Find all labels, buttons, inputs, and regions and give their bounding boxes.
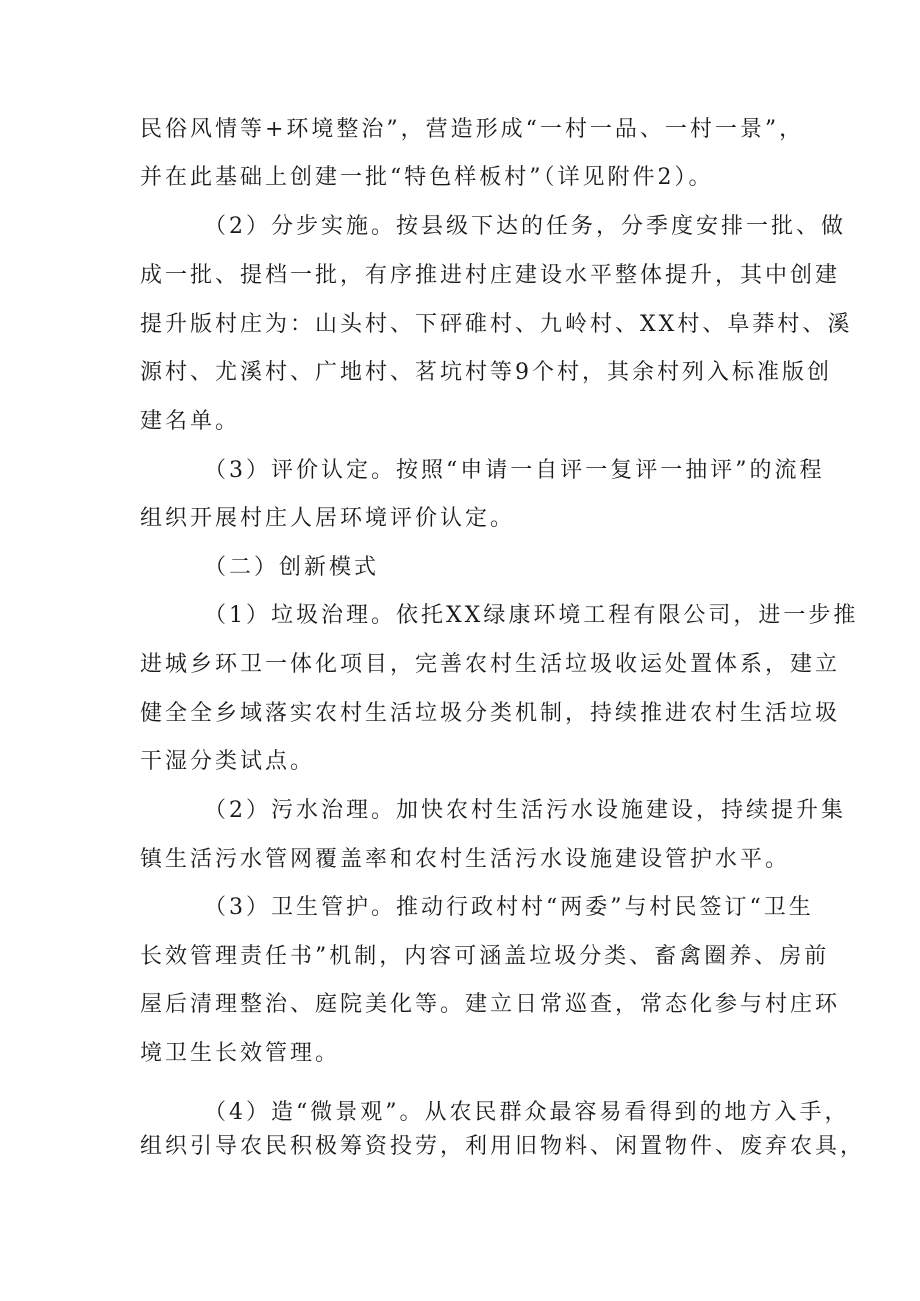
text-line: 提升版村庄为：山头村、下砰碓村、九岭村、XX村、阜莽村、溪 [140, 312, 853, 337]
text-line: 干湿分类试点。 [140, 749, 316, 774]
text-line: （3）评价认定。按照“申请一自评一复评一抽评”的流程 [204, 458, 825, 483]
text-line: 境卫生长效管理。 [140, 1041, 341, 1066]
text-line: 民俗风情等+环境整治”，营造形成“一村一品、一村一景”， [140, 117, 805, 142]
text-line: 长效管理责任书”机制，内容可涵盖垃圾分类、畜禽圈养、房前 [140, 944, 830, 969]
text-line: （4）造“微景观”。从农民群众最容易看得到的地方入手， [204, 1100, 850, 1125]
section-heading: （二）创新模式 [204, 555, 380, 580]
text-line: 组织开展村庄人居环境评价认定。 [140, 506, 516, 531]
text-line: （3）卫生管护。推动行政村村“两委”与村民签订“卫生 [204, 895, 814, 920]
text-line: 源村、尤溪村、广地村、茗坑村等9个村，其余村列入标准版创 [140, 360, 832, 385]
text-line: 组织引导农民积极筹资投劳，利用旧物料、闲置物件、废弃农具， [140, 1134, 866, 1159]
text-line: 屋后清理整治、庭院美化等。建立日常巡查，常态化参与村庄环 [140, 992, 841, 1017]
text-line: 镇生活污水管网覆盖率和农村生活污水设施建设管护水平。 [140, 847, 791, 872]
text-line: （1）垃圾治理。依托XX绿康环境工程有限公司，进一步推 [204, 603, 859, 628]
text-line: 并在此基础上创建一批“特色样板村”（详见附件2）。 [140, 165, 714, 190]
text-line: 进城乡环卫一体化项目，完善农村生活垃圾收运处置体系，建立 [140, 652, 841, 677]
text-line: （2）分步实施。按县级下达的任务，分季度安排一批、做 [204, 214, 846, 239]
text-line: 成一批、提档一批，有序推进村庄建设水平整体提升，其中创建 [140, 263, 841, 288]
text-line: 健全全乡域落实农村生活垃圾分类机制，持续推进农村生活垃圾 [140, 701, 841, 726]
text-line: 建名单。 [140, 409, 241, 434]
text-line: （2）污水治理。加快农村生活污水设施建设，持续提升集 [204, 798, 846, 823]
